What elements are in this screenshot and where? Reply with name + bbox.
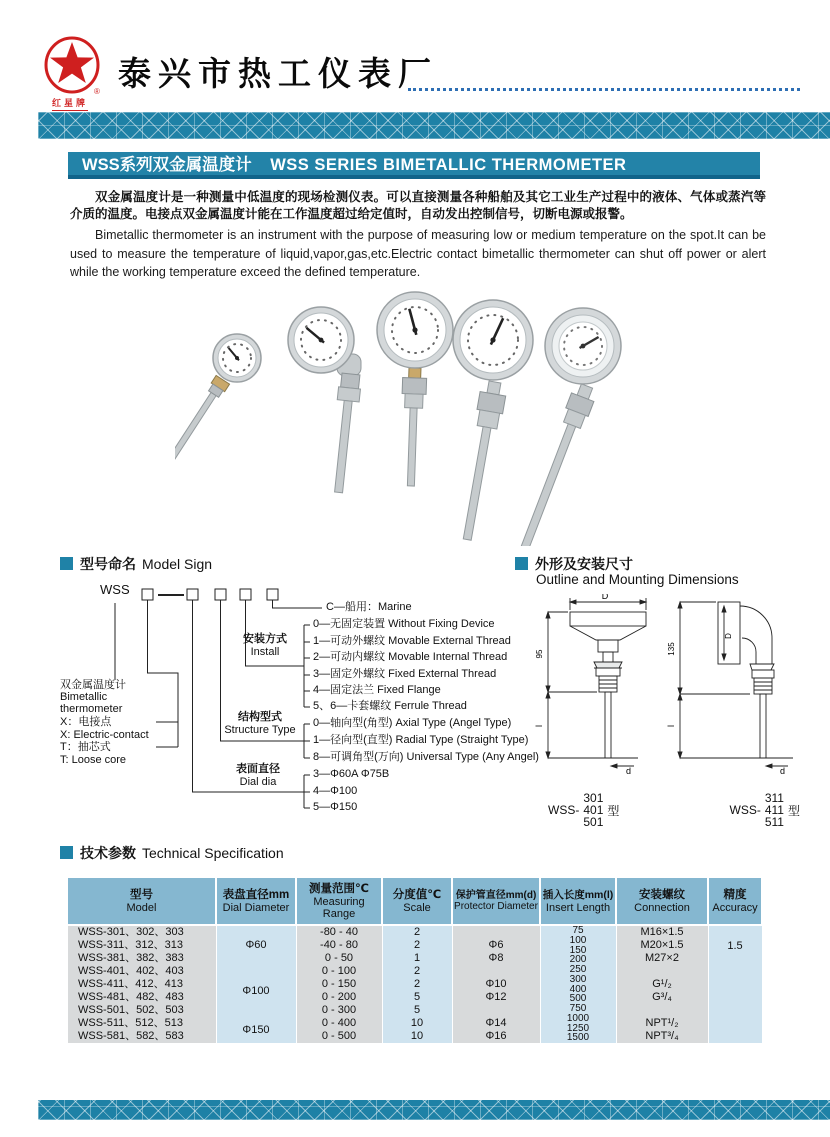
outline-right-models: 311 411 511 bbox=[764, 791, 784, 829]
accuracy-cell: 1.5 bbox=[708, 925, 762, 1043]
thermometer-photo-1 bbox=[175, 334, 261, 480]
company-name: 泰兴市热工仪表厂 bbox=[118, 55, 438, 92]
left-label: X：电接点 bbox=[60, 716, 112, 728]
dial-label-en: Dial dia bbox=[239, 776, 277, 788]
section-bullet-icon bbox=[60, 846, 73, 859]
dim-D-label: D bbox=[601, 594, 609, 601]
dim-d-label: d bbox=[626, 766, 632, 776]
col-header-scale: 分度值℃ Scale bbox=[382, 878, 452, 925]
table-row: WSS-511、512、513 Φ150 0 - 400 10 Φ14 NPT¹/₂ bbox=[68, 1017, 762, 1030]
section-bullet-icon bbox=[515, 557, 528, 570]
spec-section-header bbox=[60, 843, 284, 863]
dim-D2-label: D bbox=[724, 633, 733, 639]
outline-drawings bbox=[518, 594, 818, 790]
decorative-lattice-band-top bbox=[38, 112, 830, 139]
outline-right-label bbox=[730, 792, 801, 828]
intro-paragraph-en: Bimetallic thermometer is an instrument with the purpose of measuring low or medium temperature on the spot.It can be used to measure the temperature of liquid,vapor,gas,etc.Electric contact bimetallic thermometer can shut off power or alert while the working temperature exceed the defined temperature. bbox=[70, 228, 766, 279]
install-item: 5、6—卡套螺纹 Ferrule Thread bbox=[313, 700, 467, 712]
intro-paragraph-zh: 双金属温度计是一种测量中低温度的现场检测仪表。可以直接测量各种船舶及其它工业生产过程中的液体、气体或蒸汽等介质的温度。电接点双金属温度计能在工作温度超过给定值时，自动发出控制信号，切断电源或报警。 bbox=[70, 190, 766, 221]
svg-text:®: ® bbox=[94, 87, 100, 96]
series-title-en: WSS SERIES BIMETALLIC THERMOMETER bbox=[270, 156, 627, 174]
outline-right-suffix: 型 bbox=[787, 803, 800, 818]
install-label-zh: 安装方式 bbox=[243, 633, 287, 645]
table-row: WSS-401、402、403 Φ100 0 - 100 2 bbox=[68, 965, 762, 978]
dial-group-cell: Φ100 bbox=[216, 965, 296, 1017]
decorative-lattice-band-bottom bbox=[38, 1100, 830, 1120]
thermometer-product-photos bbox=[175, 280, 655, 546]
model-prefix: WSS bbox=[100, 582, 130, 597]
series-title-bar bbox=[68, 152, 760, 179]
install-item: 2—可动内螺纹 Movable Internal Thread bbox=[313, 651, 508, 663]
left-label: 双金属温度计 bbox=[60, 679, 126, 691]
spec-title-en: Technical Specification bbox=[142, 845, 284, 861]
table-row: WSS-311、312、313 -40 - 80 2 Φ6 M20×1.5 bbox=[68, 939, 762, 952]
dotted-leader-line bbox=[408, 60, 800, 91]
dial-item: 3—Φ60A Φ75B bbox=[313, 768, 390, 780]
dim-95-label: 95 bbox=[535, 649, 544, 659]
left-label: X: Electric-contact bbox=[60, 729, 149, 741]
insert-length-cell: 75 100 150 200 250 300 400 500 750 1000 1250 1500 bbox=[540, 925, 616, 1043]
table-row: WSS-301、302、303 Φ60 -80 - 40 2 75 100 150 200 250 300 400 500 750 1000 1250 1500 M16×1.5 1.5 bbox=[68, 925, 762, 939]
thermometer-photo-2 bbox=[288, 307, 362, 493]
model-sign-section-header bbox=[60, 554, 212, 574]
install-item: 1—可动外螺纹 Movable External Thread bbox=[313, 635, 511, 647]
model-sign-title-en: Model Sign bbox=[142, 556, 213, 572]
table-row: WSS-411、412、413 0 - 150 2 Φ10 G¹/₂ bbox=[68, 978, 762, 991]
brand-name: 红星牌 bbox=[52, 96, 88, 111]
left-label: T：抽芯式 bbox=[60, 741, 111, 753]
col-header-insert: 插入长度mm(l) Insert Length bbox=[540, 878, 616, 925]
spec-header-row bbox=[68, 878, 762, 925]
spec-table bbox=[68, 878, 763, 1043]
dim-l-label: l bbox=[534, 725, 544, 727]
install-item: 3—固定外螺纹 Fixed External Thread bbox=[313, 668, 497, 680]
left-label: T: Loose core bbox=[60, 754, 127, 766]
table-row: WSS-501、502、503 0 - 300 5 bbox=[68, 1004, 762, 1017]
red-star-logo-icon bbox=[42, 36, 106, 98]
dial-group-cell: Φ60 bbox=[216, 925, 296, 965]
col-header-connection: 安装螺纹 Connection bbox=[616, 878, 708, 925]
series-title-zh: WSS系列双金属温度计 bbox=[82, 156, 252, 174]
structure-label-en: Structure Type bbox=[224, 724, 296, 736]
col-header-accuracy: 精度 Accuracy bbox=[708, 878, 762, 925]
spec-title-zh: 技术参数 bbox=[80, 845, 136, 861]
dial-label-zh: 表面直径 bbox=[236, 763, 280, 775]
thermometer-photo-3 bbox=[377, 292, 453, 486]
model-sign-title-zh: 型号命名 bbox=[80, 556, 136, 572]
outline-left-suffix: 型 bbox=[607, 803, 620, 818]
table-row: WSS-581、582、583 0 - 500 10 Φ16 NPT³/₄ bbox=[68, 1030, 762, 1043]
outline-section-header bbox=[515, 554, 633, 574]
left-label: thermometer bbox=[60, 703, 123, 715]
outline-right-prefix: WSS- bbox=[729, 803, 761, 817]
section-bullet-icon bbox=[60, 557, 73, 570]
dial-item: 5—Φ150 bbox=[313, 801, 358, 813]
left-label: Bimetallic bbox=[60, 691, 108, 703]
dial-group-cell: Φ150 bbox=[216, 1017, 296, 1043]
dim-l2-label: l bbox=[666, 725, 676, 727]
outline-left-prefix: WSS- bbox=[548, 803, 580, 817]
marine-item: C—船用：Marine bbox=[326, 601, 412, 613]
model-sign-diagram bbox=[60, 582, 539, 823]
dim-135-label: 135 bbox=[667, 642, 676, 656]
table-row: WSS-481、482、483 0 - 200 5 Φ12 G³/₄ bbox=[68, 991, 762, 1004]
col-header-protector: 保护管直径mm(d) Protector Diameter bbox=[452, 878, 540, 925]
thermometer-photo-4 bbox=[453, 300, 533, 542]
outline-model-labels bbox=[518, 792, 818, 828]
col-header-dial: 表盘直径mm Dial Diameter bbox=[216, 878, 296, 925]
col-header-range: 测量范围℃ Measuring Range bbox=[296, 878, 382, 925]
outline-title-zh: 外形及安装尺寸 bbox=[535, 556, 633, 572]
dial-item: 4—Φ100 bbox=[313, 785, 358, 797]
col-header-model: 型号 Model bbox=[68, 878, 216, 925]
structure-item: 1—径向型(直型) Radial Type (Straight Type) bbox=[313, 734, 529, 746]
structure-item: 0—轴向型(角型) Axial Type (Angel Type) bbox=[313, 717, 512, 729]
table-row: WSS-381、382、383 0 - 50 1 Φ8 M27×2 bbox=[68, 952, 762, 965]
outline-left-label bbox=[548, 792, 619, 828]
intro-text bbox=[70, 189, 766, 282]
outline-left-models: 301 401 501 bbox=[583, 791, 604, 829]
structure-label-zh: 结构型式 bbox=[238, 711, 282, 723]
install-label-en: Install bbox=[250, 646, 280, 658]
dim-d2-label: d bbox=[780, 766, 786, 776]
outline-title-en: Outline and Mounting Dimensions bbox=[536, 572, 739, 587]
structure-item: 8—可调角型(万向) Universal Type (Any Angel) bbox=[313, 751, 539, 763]
install-item: 4—固定法兰 Fixed Flange bbox=[313, 684, 441, 696]
install-item: 0—无固定装置 Without Fixing Device bbox=[313, 618, 495, 630]
